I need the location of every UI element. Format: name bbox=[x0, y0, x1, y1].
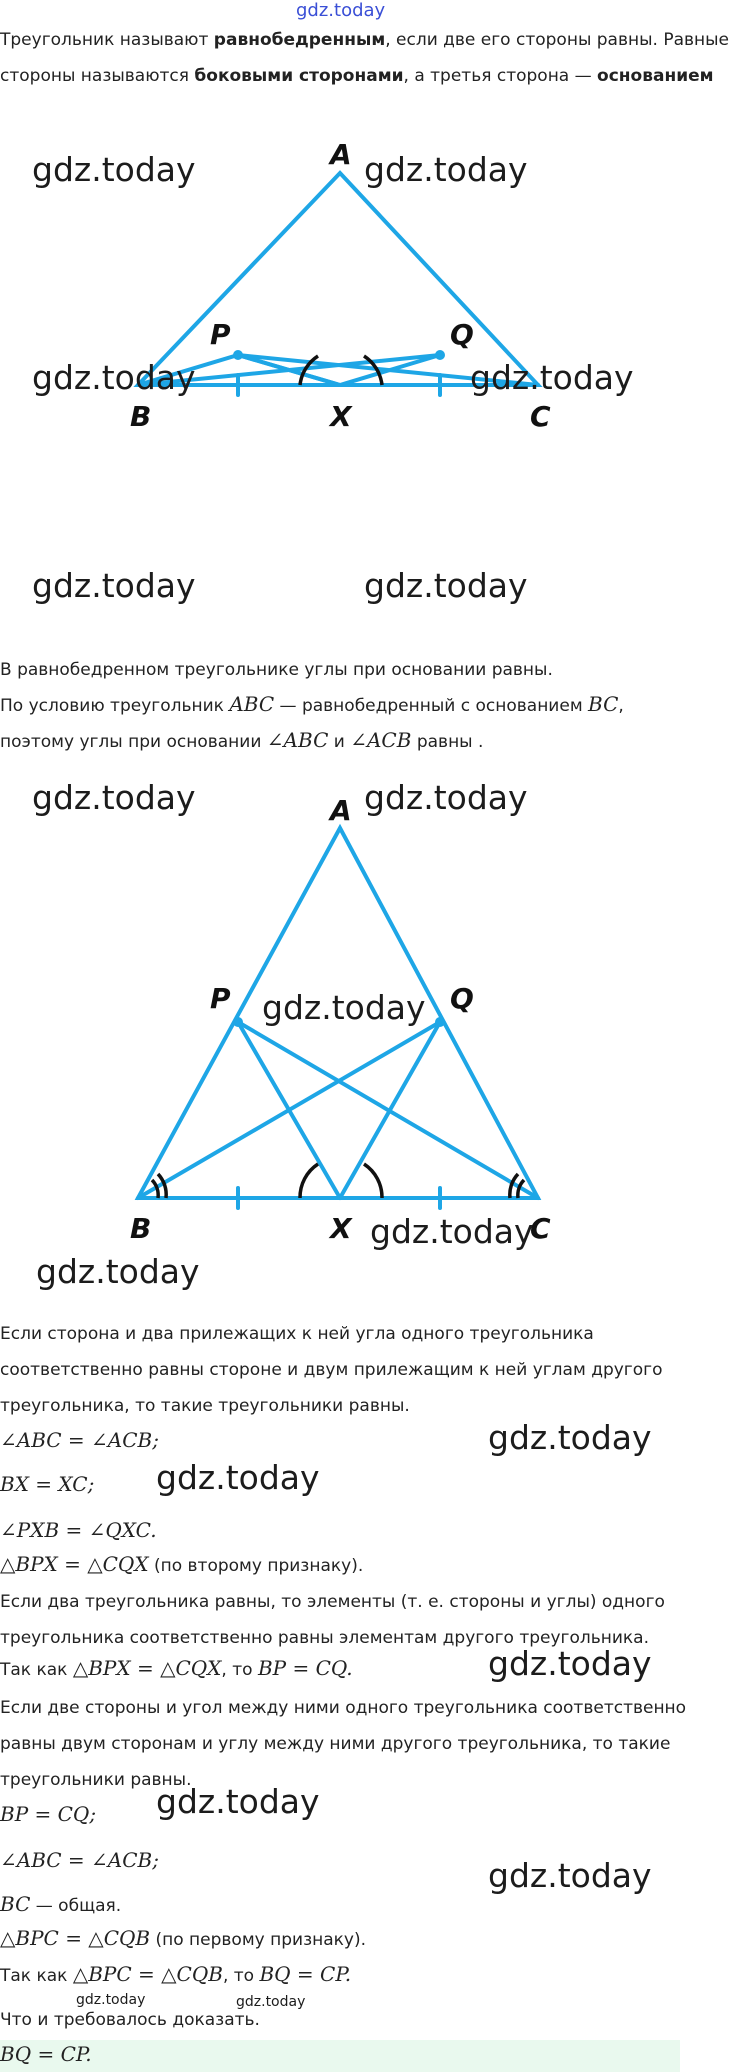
equation-line bbox=[0, 1656, 353, 1680]
triangle-figure-1 bbox=[0, 130, 680, 580]
watermark: gdz.today bbox=[32, 150, 196, 189]
triangle-diagram bbox=[0, 130, 680, 580]
vertex-label-c: C bbox=[530, 400, 551, 433]
statement-line: треугольника соответственно равны элементам другого треугольника. bbox=[0, 1628, 650, 1648]
equation-line bbox=[0, 1962, 351, 1986]
statement-line: Если два треугольника равны, то элементы (т. е. стороны и углы) одного bbox=[0, 1592, 665, 1612]
text: Так как bbox=[0, 1966, 73, 1986]
watermark: gdz.today bbox=[32, 778, 196, 817]
watermark: gdz.today bbox=[156, 1782, 320, 1821]
watermark: gdz.today bbox=[488, 1856, 652, 1895]
watermark: gdz.today bbox=[32, 358, 196, 397]
text: равны . bbox=[411, 732, 484, 752]
text: Так как bbox=[0, 1660, 73, 1680]
watermark: gdz.today bbox=[36, 1252, 200, 1291]
statement-line bbox=[0, 692, 624, 716]
vertex-label-b: B bbox=[130, 1212, 152, 1245]
watermark: gdz.today bbox=[364, 150, 528, 189]
equation: BP = CQ; bbox=[0, 1802, 97, 1826]
text: , то bbox=[222, 1966, 260, 1986]
watermark: gdz.today bbox=[364, 778, 528, 817]
watermark: gdz.today bbox=[236, 1994, 306, 2010]
vertex-label-b: B bbox=[130, 400, 152, 433]
watermark: gdz.today bbox=[262, 988, 426, 1027]
statement-line: Если две стороны и угол между ними одного треугольника соответственно bbox=[0, 1698, 687, 1718]
text: (по первому признаку). bbox=[150, 1930, 367, 1950]
vertex-label-a: A bbox=[330, 794, 352, 827]
math-expr: △BPC = △CQB bbox=[72, 1962, 223, 1986]
vertex-label-c: C bbox=[530, 1212, 551, 1245]
math-expr: BP = CQ. bbox=[257, 1656, 353, 1680]
vertex-label-x: X bbox=[330, 1212, 352, 1245]
header-watermark: gdz.today bbox=[296, 0, 386, 21]
statement-line: равны двум сторонам и углу между ними другого треугольника, то такие bbox=[0, 1734, 671, 1754]
watermark: gdz.today bbox=[470, 358, 634, 397]
math-expr: BC bbox=[588, 692, 619, 716]
equation: ∠PXB = ∠QXC. bbox=[0, 1518, 157, 1542]
statement-line: треугольники равны. bbox=[0, 1770, 192, 1790]
math-expr: BQ = CP. bbox=[259, 1962, 352, 1986]
math-expr: ABC bbox=[229, 692, 275, 716]
text: и bbox=[328, 732, 351, 752]
final-answer-band bbox=[0, 2040, 680, 2072]
math-expr: △BPC = △CQB bbox=[0, 1926, 151, 1950]
vertex-label-q: Q bbox=[450, 982, 474, 1015]
math-expr: △BPX = △CQX bbox=[0, 1552, 149, 1576]
math-expr: ∠ABC bbox=[266, 728, 329, 752]
statement-line: треугольника, то такие треугольники равны. bbox=[0, 1396, 410, 1416]
watermark: gdz.today bbox=[370, 1212, 534, 1251]
text: Треугольник называют bbox=[0, 30, 214, 50]
vertex-label-x: X bbox=[330, 400, 352, 433]
text: поэтому углы при основании bbox=[0, 732, 267, 752]
term-lateral-sides: боковыми сторонами bbox=[194, 66, 404, 86]
watermark: gdz.today bbox=[488, 1418, 652, 1457]
equation: ∠ABC = ∠ACB; bbox=[0, 1428, 159, 1452]
text: стороны называются bbox=[0, 66, 195, 86]
definition-line-1 bbox=[0, 30, 729, 50]
math-expr: △BPX = △CQX bbox=[72, 1656, 222, 1680]
watermark: gdz.today bbox=[76, 1992, 146, 2008]
text: , если две его стороны равны. Равные bbox=[385, 30, 729, 50]
statement-line: соответственно равны стороне и двум прилежащим к ней углам другого bbox=[0, 1360, 663, 1380]
term-base: основанием bbox=[597, 66, 714, 86]
term-isosceles: равнобедренным bbox=[213, 30, 386, 50]
math-expr: BC bbox=[0, 1892, 31, 1916]
vertex-label-a: A bbox=[330, 138, 352, 171]
statement-line: Если сторона и два прилежащих к ней угла одного треугольника bbox=[0, 1324, 594, 1344]
text: По условию треугольник bbox=[0, 696, 230, 716]
watermark: gdz.today bbox=[364, 566, 528, 605]
equation: ∠ABC = ∠ACB; bbox=[0, 1848, 159, 1872]
text: — общая. bbox=[30, 1896, 122, 1916]
text: — равнобедренный с основанием bbox=[274, 696, 589, 716]
text: , bbox=[618, 696, 624, 716]
watermark: gdz.today bbox=[488, 1644, 652, 1683]
statement-line: В равнобедренном треугольнике углы при основании равны. bbox=[0, 660, 553, 680]
vertex-label-q: Q bbox=[450, 318, 474, 351]
statement-line bbox=[0, 728, 483, 752]
conclusion-line: Что и требовалось доказать. bbox=[0, 2010, 260, 2030]
equation-line bbox=[0, 1926, 366, 1950]
vertex-label-p: P bbox=[210, 318, 231, 351]
equation-line bbox=[0, 1552, 363, 1576]
equation: BX = XC; bbox=[0, 1472, 95, 1496]
definition-line-2 bbox=[0, 66, 714, 86]
text: , то bbox=[221, 1660, 258, 1680]
watermark: gdz.today bbox=[32, 566, 196, 605]
equation-line bbox=[0, 1892, 121, 1916]
text: (по второму признаку). bbox=[148, 1556, 364, 1576]
final-answer: BQ = CP. bbox=[0, 2042, 92, 2066]
text: , а третья сторона — bbox=[403, 66, 598, 86]
math-expr: ∠ACB bbox=[350, 728, 412, 752]
vertex-label-p: P bbox=[210, 982, 231, 1015]
watermark: gdz.today bbox=[156, 1458, 320, 1497]
